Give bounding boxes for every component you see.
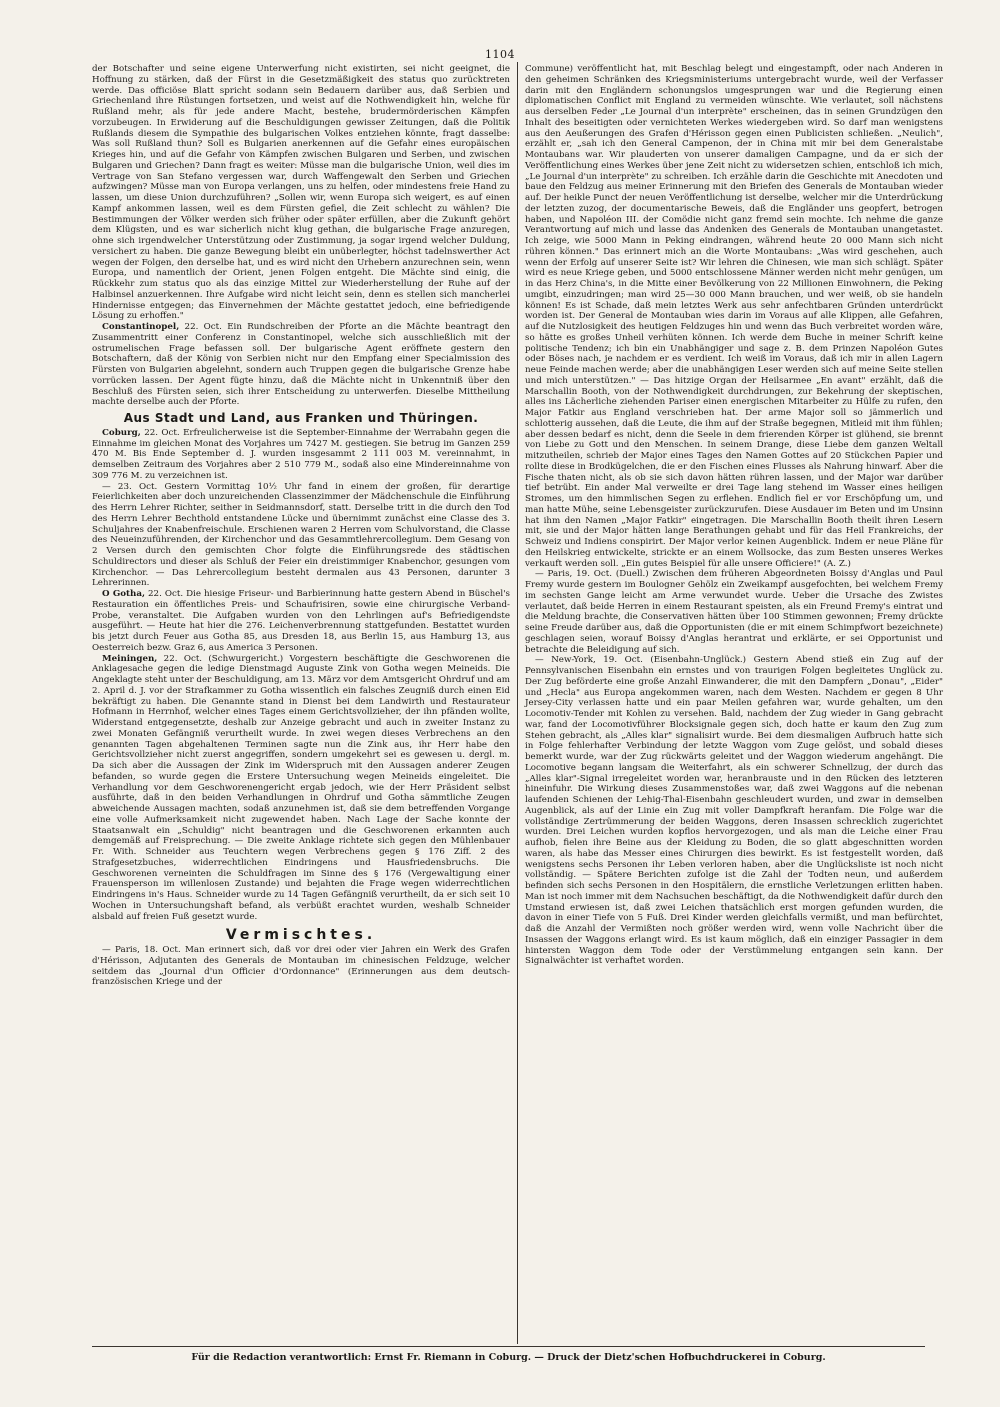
article-coburg-school: — 23. Oct. Gestern Vormittag 10½ Uhr fand in einem der großen, für derartige Feierlichkeiten aber doch unzureichenden Classenzimmer der Mädchenschule die Einführung des Herrn Lehrer Richter, seither in Seidmannsdorf, statt. Derselbe tritt in die durch den Tod des Herrn Lehrer Bechthold entstandene Lücke und übernimmt zunächst eine Classe des 3. Schuljahres der Knabenfreischule. Erschienen waren 2 Herren vom Schulvorstand, die Classe des Neueinzuführenden, der Kirchenchor und das Gesammtlehrercollegium. Dem Gesang von 2 Versen durch den gemischten Chor folgte die Einführungsrede des städtischen Schuldirectors und dieser als Schluß der Feier ein dreistimmiger Knabenchor, gesungen vom Kirchenchor. — Das Lehrercollegium besteht dermalen aus 43 Personen, darunter 3 Lehrerinnen. <box>92 481 510 589</box>
dateline-gotha: O Gotha, <box>102 589 146 599</box>
article-russia-continued: der Botschafter und seine eigene Unterwerfung nicht existirten, sei nicht geeignet, die Hoffnung zu stärken, daß der Fürst in die Gesetzmäßigkeit des status quo zurücktreten werde. Das officiöse Blatt spricht sodann sein Bedauern darüber aus, daß Serbien und Griechenland ihre Rüstungen fortsetzen, und weist auf die Nothwendigkeit hin, welche für Rußland mehr, als für jede andere Macht, bestehe, brudermörderischen Kämpfen vorzubeugen. In Erwiderung auf die Beschuldigungen gewisser Zeitungen, daß die Politik Rußlands diesem die Sympathie des bulgarischen Volkes entziehen könnte, fragt dasselbe: Was soll Rußland thun? Soll es Bulgarien anerkennen auf die Gefahr eines europäischen Krieges hin, und auf die Gefahr von Kämpfen zwischen Bulgaren und Serben, und zwischen Bulgaren und Griechen? Dann fragt es weiter: Müsse man die bulgarische Union, weil dies im Vertrage von San Stefano vergessen war, durch Waffengewalt den Serben und Griechen aufzwingen? Müsse man von Europa verlangen, uns zu helfen, oder mindestens freie Hand zu lassen, um diese Union durchzuführen? „Sollen wir, wenn Europa sich weigert, es auf einen Kampf ankommen lassen, weil es dem Fürsten gefiel, die Zeit schlecht zu wählen? Die Bestimmungen der Völker werden sich früher oder später erfüllen, aber die Zukunft gehört dem Klügsten, und es war sicherlich nicht klug gethan, die bulgarische Frage anzuregen, ohne sich irgendwelcher Unterstützung oder Zustimmung, ja sogar irgend welcher Duldung, versichert zu haben. Die ganze Bewegung bleibt ein unüberlegter, höchst tadelnswerther Act wegen der Folgen, den derselbe hat, und es wird nicht den Urhebern anzurechnen sein, wenn Europa, und namentlich der Orient, jenen Folgen entgeht. Die Mächte sind einig, die Rückkehr zum status quo als das einzige Mittel zur Wiederherstellung der Ruhe auf der Halbinsel anzuerkennen. Ihre Aufgabe wird nicht leicht sein, denn es stellen sich mancherlei Hindernisse entgegen; das Einvernehmen der Mächte gestattet jedoch, eine befriedigende Lösung zu erhoffen." <box>92 64 510 322</box>
page-number: 1104 <box>485 48 515 61</box>
article-gotha-body: 22. Oct. Die hiesige Friseur- und Barbierinnung hatte gestern Abend in Büschel's Restauration ein öffentliches Preis- und Schaufrisiren, sowie eine chirurgische Verband-Probe, veranstaltet. Die Aufgaben wurden von den Lehrlingen auf's Befriedigendste ausgeführt. — Heute hat hier die 276. Leichenverbrennung stattgefunden. Bestattet wurden bis jetzt durch Feuer aus Gotha 85, aus Dresden 18, aus Berlin 15, aus Hamburg 13, aus Oesterreich bezw. Graz 6, aus America 3 Personen. <box>92 589 511 653</box>
article-new-york-rail-accident: — New-York, 19. Oct. (Eisenbahn-Unglück.) Gestern Abend stieß ein Zug auf der Pennsylvanischen Eisenbahn ein ernstes und von traurigen Folgen begleitetes Unglück zu. Der Zug beförderte eine große Anzahl Einwanderer, die mit den Dampfern „Donau", „Eider" und „Hecla" aus Europa angekommen waren, nach dem Westen. Nachdem er gegen 8 Uhr Jersey-City verlassen hatte und ein paar Meilen gefahren war, wurde gehalten, um den Locomotiv-Tender mit Kohlen zu versehen. Bald, nachdem der Zug wieder in Gang gebracht war, fand der Locomotivführer Blocksignale gegen sich, doch hatte er kaum den Zug zum Stehen gebracht, als „Alles klar" signalisirt wurde. Bei dem diesmaligen Aufbruch hatte sich in Folge fehlerhafter Verbindung der letzte Waggon vom Zuge gelöst, und sobald dieses bemerkt wurde, war der Zug rückwärts geleitet und der Waggon wiederum angehängt. Die Locomotive begann langsam die Weiterfahrt, als ein schwerer Schnellzug, der durch das „Alles klar"-Signal irregeleitet worden war, heranbrauste und in den Rücken des letzteren hineinfuhr. Die Wirkung dieses Zusammenstoßes war, daß zwei Waggons auf die nebenan laufenden Schienen der Lehig-Thal-Eisenbahn geschleudert wurden, und zwar in demselben Augenblick, als auf der Linie ein Zug mit voller Dampfkraft heranfam. Die Folge war die vollständige Zertrümmerung der beiden Waggons, deren Insassen schrecklich zugerichtet wurden. Drei Leichen wurden kopflos hervorgezogen, und als man die Leiche einer Frau aufhob, fielen ihre Beine aus der Kleidung zu Boden, die so glatt abgeschnitten worden waren, als habe das Messer eines Chirurgen dies bewirkt. Es ist festgestellt worden, daß wenigstens sechs Personen ihr Leben verloren haben, aber die Unglücksliste ist noch nicht vollständig. — Spätere Berichten zufolge ist die Zahl der Todten neun, und außerdem befinden sich sechs Personen in den Hospitälern, die ernstliche Verletzungen erlitten haben. Man ist noch immer mit dem Nachsuchen beschäftigt, da die Nothwendigkeit dafür durch den Umstand erwiesen ist, daß zwei Leichen thatsächlich erst morgen gefunden wurden, die davon in einer Tiefe von 5 Fuß. Drei Kinder werden gleichfalls vermißt, und man befürchtet, daß die Anzahl der Vermißten noch größer werden wird, wenn volle Nachricht über die Insassen der Waggons erlangt wird. Es ist kaum möglich, daß ein einziger Passagier in dem hintersten Waggon dem Tode oder der Verstümmelung entgangen sein kann. Der Signalwächter ist verhaftet worden. <box>525 655 943 967</box>
article-constantinopel-body: 22. Oct. Ein Rundschreiben der Pforte an die Mächte beantragt den Zusammentritt einer Conferenz in Constantinopel, welche sich ausschließlich mit der ostrumelischen Frage befassen soll. Der bulgarische Agent eröffnete gestern den Botschaftern, daß der König von Serbien nicht nur den Empfang einer Specialmission des Fürsten von Bulgarien abgelehnt, sondern auch Truppen gegen die bulgarische Grenze habe vorrücken lassen. Der Agent fügte hinzu, daß die Mächte nicht in Unkenntniß über den Beschluß des Fürsten seien, sich ihrer Entscheidung zu unterwerfen. Dieselbe Mittheilung machte derselbe auch der Pforte. <box>92 322 510 408</box>
article-paris-herisson: — Paris, 18. Oct. Man erinnert sich, daß vor drei oder vier Jahren ein Werk des Grafen d'Hérisson, Adjutanten des Generals de Montauban im chinesischen Feldzuge, welcher seitdem das „Journal d'un Officier d'Ordonnance" (Erinnerungen aus dem deutsch-französischen Kriege und der <box>92 945 510 988</box>
left-column <box>92 64 510 988</box>
article-constantinopel <box>92 322 510 408</box>
article-gotha <box>92 589 510 654</box>
section-heading-vermischtes: Vermischtes. <box>225 927 377 944</box>
article-coburg-werrabahn <box>92 428 510 482</box>
column-divider <box>517 62 518 1344</box>
dateline-meiningen: Meiningen, <box>102 653 158 664</box>
footer-rule <box>92 1346 925 1347</box>
section-heading-stadt-und-land: Aus Stadt und Land, aus Franken und Thüringen. <box>123 411 479 425</box>
article-meiningen-body: 22. Oct. (Schwurgericht.) Vorgestern beschäftigte die Geschworenen die Anklagesache gegen die ledige Dienstmagd Auguste Zink von Gotha wegen Meineids. Die Angeklagte steht unter der Beschuldigung, am 13. März vor dem Amtsgericht Ohrdruf und am 2. April d. J. vor der Strafkammer zu Gotha wissentlich ein falsches Zeugniß durch einen Eid bekräftigt zu haben. Die Genannte stand in Dienst bei dem Landwirth und Restaurateur Hofmann in Herrnhof, welcher eines Tages einem Gerichtsvollzieher, der ihn pfänden wollte, Widerstand entgegensetzte, deshalb zur Anzeige gebracht und auch in zweiter Instanz zu zwei Monaten Gefängniß verurtheilt wurde. In zwei wegen dieses Verbrechens an den genannten Tagen abgehaltenen Terminen sagte nun die Zink aus, ihr Herr habe den Gerichtsvollzieher nicht zuerst angegriffen, sondern umgekehrt sei es gewesen u. dergl. m. Da sich aber die Aussagen der Zink im Widerspruch mit den Aussagen anderer Zeugen befanden, so wurde gegen die Erstere Untersuchung wegen Meineids eingeleitet. Die Verhandlung vor dem Geschworenengericht ergab jedoch, wie der Herr Präsident selbst ausführte, daß in den beiden Verhandlungen in Ohrdruf und Gotha sämmtliche Zeugen abweichende Aussagen machten, sodaß anzunehmen ist, daß sie dem betreffenden Vorgange eine volle Aufmerksamkeit nicht zugewendet haben. Nach Lage der Sache konnte der Staatsanwalt ein „Schuldig" nicht beantragen und die Geschworenen erkannten auch demgemäß auf Freisprechung. — Die zweite Anklage richtete sich gegen den Mühlenbauer Fr. With. Schneider aus Teuchtern wegen Verbrechens gegen § 176 Ziff. 2 des Strafgesetzbuches, widerrechtlichen Eindringens und Hausfriedensbruchs. Die Geschworenen verneinten die Schuldfragen im Sinne des § 176 (Vergewaltigung einer Frauensperson im willenlosen Zustande) und bejahten die Frage wegen widerrechtlichen Eindringens in's Haus. Schneider wurde zu 14 Tagen Gefängniß verurtheilt, da er sich seit 10 Wochen in Untersuchungshaft befand, als verbüßt erachtet wurden, weshalb Schneider alsbald auf freien Fuß gesetzt wurde. <box>92 653 511 922</box>
imprint-footer: Für die Redaction verantwortlich: Ernst Fr. Riemann in Coburg. — Druck der Dietz'schen Hofbuchdruckerei in Coburg. <box>191 1352 826 1363</box>
article-paris-duel: — Paris, 19. Oct. (Duell.) Zwischen dem früheren Abgeordneten Boissy d'Anglas und Paul Fremy wurde gestern im Boulogner Gehölz ein Zweikampf ausgefochten, bei welchem Fremy im sechsten Gange leicht am Arme verwundet wurde. Ueber die Ursache des Zwistes verlautet, daß beide Herren in einem Restaurant speisten, als ein Freund Fremy's eintrat und die Meldung brachte, die Conservativen hätten über 100 Stimmen gewonnen; Fremy drückte seine Freude darüber aus, daß die Opportunisten (die er mit einem Schimpfwort bezeichnete) geschlagen seien, worauf Boissy d'Anglas herantrat und erklärte, er sei Opportunist und betrachte die Beleidigung auf sich. <box>525 569 943 655</box>
dateline-constantinopel: Constantinopel, <box>102 322 180 332</box>
right-column <box>525 64 943 967</box>
dateline-coburg: Coburg, <box>102 427 141 438</box>
article-meiningen <box>92 654 510 923</box>
article-paris-herisson-continued: Commune) veröffentlicht hat, mit Beschlag belegt und eingestampft, oder nach Anderen in den geheimen Schränken des Kriegsministeriums untergebracht wurde, weil der Verfasser darin mit den Engländern schonungslos umgesprungen war und die Regierung einen diplomatischen Conflict mit England zu vermeiden wünschte. Wie verlautet, soll nächstens aus derselben Feder „Le Journal d'un interprète" erscheinen, das in seinen Grundzügen den Inhalt des beseitigten oder vernichteten Werkes wiedergeben wird. So darf man wenigstens aus den Aeußerungen des Grafen d'Hérisson gegen einen Publicisten schließen. „Neulich", erzählt er, „sah ich den General Campenon, der in China mit mir bei dem Generalstabe Montaubans war. Wir plauderten von unserer damaligen Campagne, und da er sich der Veröffentlichung eines Werkes über jene Zeit nicht zu widersetzen schien, entschloß ich mich, „Le Journal d'un interprète" zu schreiben. Ich erzähle darin die Geschichte mit Anecdoten und baue den Feldzug aus meiner Erinnerung mit den Briefen des Generals de Montauban wieder auf. Der heikle Punct der neuen Veröffentlichung ist derselbe, welcher mir die Unterdrückung der letzten zuzog, der documentarische Beweis, daß die Engländer uns geopfert, betrogen haben, und Napoléon III. der Comödie nicht ganz fremd sein mochte. Ich nehme die ganze Verantwortung auf mich und lasse das Andenken des Generals de Montauban unangetastet. Ich zeige, wie 5000 Mann in Peking eindrangen, während heute 20 000 Mann sich nicht rühren können." Das erinnert mich an die Worte Montaubans: „Was wird geschehen, auch wenn der Erfolg auf unserer Seite ist? Wir lehren die Chinesen, wie man sich schlägt. Später wird es neue Kriege geben, und 5000 entschlossene Männer werden nicht mehr genügen, um in das Herz China's, in die Mitte einer Bevölkerung von 22 Millionen Einwohnern, die Peking umgibt, einzudringen; man wird 25—30 000 Mann brauchen, und wer weiß, ob sie handeln können! Es ist Schade, daß mein letztes Werk aus sehr anfechtbaren Gründen unterdrückt worden ist. Der General de Montauban wies darin im Voraus auf alle Klippen, alle Gefahren, auf die Nutzlosigkeit des heutigen Feldzuges hin und wenn das Buch verbreitet worden wäre, so hätte es großes Unheil verhüten können. Ich werde dem Buche in meiner Schrift keine politische Tendenz; ich bin ein Unabhängiger und sage z. B. dem Prinzen Napoléon Gutes oder Böses nach, je nachdem er es verdient. Ich weiß im Voraus, daß ich mir in allen Lagern neue Feinde machen werde; aber die unabhängigen Leser werden sich auf meine Seite stellen und mich unterstützen." — Das hitzige Organ der Heilsarmee „En avant" erzählt, daß die Marschallin Booth, von der Nothwendigkeit durchdrungen, zur Bekehrung der skeptischen, alles ins Lächerliche ziehenden Pariser einen energischen Mitarbeiter zu Hülfe zu rufen, den Major Fatkir aus England verschrieben hat. Der arme Major soll so jämmerlich und schlotterig aussehen, daß die Leute, die ihm auf der Straße begegnen, Mitleid mit ihm fühlen; aber dessen bedarf es nicht, denn die Seele in dem frierenden Körper ist glühend, sie brennt von Liebe zu Gott und den Menschen. In seinem Drange, diese Liebe dem ganzen Weltall mitzutheilen, schrieb der Major eines Tages den Namen Gottes auf 20 Stückchen Papier und rollte diese in Brodkügelchen, die er den Fischen eines Flusses als Nahrung hinwarf. Aber die Fische thaten nicht, als ob sie sich davon hätten rühren lassen, und der Major war darüber tief betrübt. Ein ander Mal verweilte er drei Tage lang stehend im Wasser eines heiligen Stromes, um den himmlischen Segen zu erflehen. Endlich fiel er vor Erschöpfung um, und man hatte Mühe, seine Lebensgeister zurückzurufen. Diese Ausdauer im Beten und im Unsinn hat ihm den Namen „Major Fatkir" eingetragen. Die Marschallin Booth theilt ihren Lesern mit, sie und der Major hätten lange Berathungen gehabt und für das Heil Frankreichs, der Schweiz und Indiens conspirirt. Der Major verlor keinen Augenblick. Indem er neue Pläne für den Heilskrieg entwickelte, strickte er an einem Wollsocke, das zum Besten unseres Werkes verkauft werden soll. „Ein gutes Beispiel für alle unsere Officiere!" (A. Z.) <box>525 64 943 569</box>
article-coburg-body: 22. Oct. Erfreulicherweise ist die September-Einnahme der Werrabahn gegen die Einnahme im gleichen Monat des Vorjahres um 7427 M. gestiegen. Sie betrug im Ganzen 259 470 M. Bis Ende September d. J. wurden insgesammt 2 111 003 M. vereinnahmt, in demselben Zeitraum des Vorjahres aber 2 510 779 M., sodaß also eine Mindereinnahme von 309 776 M. zu verzeichnen ist. <box>92 427 510 481</box>
